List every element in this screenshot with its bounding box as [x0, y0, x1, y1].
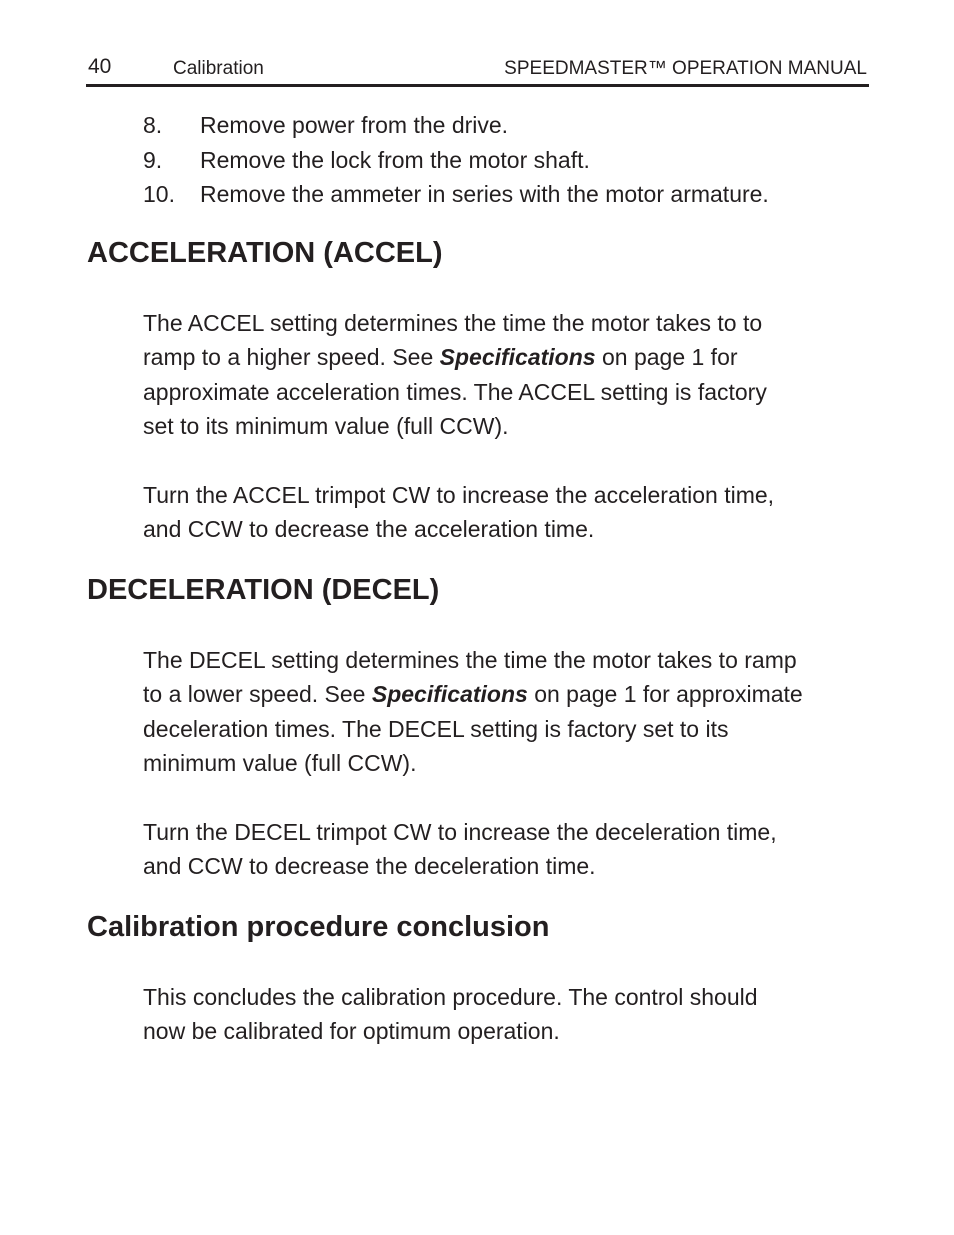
decel-adjustment — [143, 815, 777, 884]
list-item — [143, 177, 769, 212]
step-text: Remove power from the drive. — [200, 112, 509, 138]
accel-description — [143, 306, 767, 444]
procedure-steps — [143, 108, 769, 212]
specifications-reference: Specifications — [439, 344, 596, 371]
text-line: deceleration times. The DECEL setting is factory set to its — [143, 715, 729, 742]
text-line: ramp to a higher speed. See Specifications on page 1 for — [143, 344, 738, 371]
text-line: and CCW to decrease the deceleration time. — [143, 853, 596, 880]
accel-adjustment — [143, 478, 774, 547]
decel-heading: DECELERATION (DECEL) — [87, 574, 440, 606]
step-text: Remove the lock from the motor shaft. — [200, 146, 590, 173]
decel-description — [143, 643, 803, 781]
text-line: and CCW to decrease the acceleration time. — [143, 516, 595, 543]
text-line: Turn the DECEL trimpot CW to increase the deceleration time, — [143, 819, 777, 845]
text-line: This concludes the calibration procedure. The control should — [143, 984, 758, 1010]
text-line: now be calibrated for optimum operation. — [143, 1018, 560, 1045]
text-line: set to its minimum value (full CCW). — [143, 413, 509, 440]
list-item — [143, 108, 769, 143]
specifications-reference: Specifications — [371, 681, 528, 708]
text-line: The ACCEL setting determines the time the motor takes to to — [143, 310, 763, 336]
conclusion-text — [143, 980, 758, 1049]
list-item — [143, 143, 769, 178]
section-name: Calibration — [173, 58, 264, 79]
page-number: 40 — [88, 55, 112, 78]
text-line: minimum value (full CCW). — [143, 750, 417, 777]
text-line: The DECEL setting determines the time the motor takes to ramp — [143, 647, 797, 673]
conclusion-heading: Calibration procedure conclusion — [87, 911, 550, 943]
accel-heading: ACCELERATION (ACCEL) — [87, 237, 443, 269]
text-line: approximate acceleration times. The ACCEL setting is factory — [143, 378, 767, 405]
step-number: 10. — [143, 181, 175, 207]
text-line: to a lower speed. See Specifications on page 1 for approximate — [143, 681, 803, 708]
page-header — [86, 50, 869, 87]
step-text: Remove the ammeter in series with the motor armature. — [200, 181, 769, 207]
text-line: Turn the ACCEL trimpot CW to increase the acceleration time, — [143, 482, 775, 508]
manual-title: SPEEDMASTER™ OPERATION MANUAL — [504, 58, 867, 79]
step-number: 8. — [143, 112, 163, 138]
step-number: 9. — [143, 146, 163, 173]
